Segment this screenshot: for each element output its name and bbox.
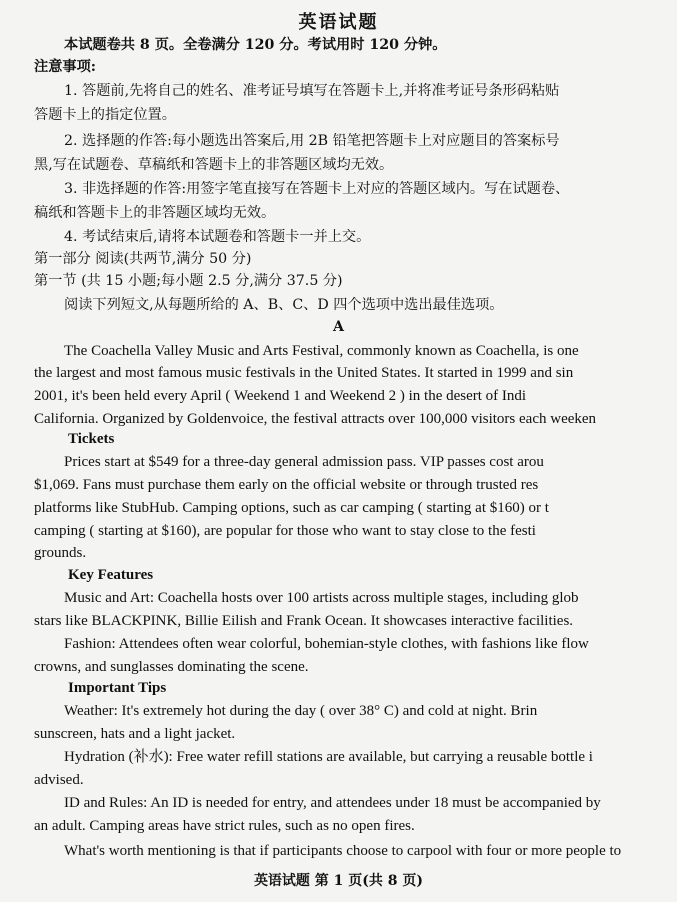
passage-line: 2001, it's been held every April ( Weekend 1 and Weekend 2 ) in the desert of Indi [34, 388, 527, 404]
passage-line: Hydration (补水): Free water refill stations are available, but carrying a reusable bottle i [64, 749, 593, 765]
tickets-heading: Tickets [68, 431, 115, 447]
passage-line: grounds. [34, 545, 87, 561]
page-footer: 英语试题 第 1 页(共 8 页) [253, 873, 424, 889]
passage-line: $1,069. Fans must purchase them early on the official website or through trusted res [34, 477, 539, 493]
passage-line: the largest and most famous music festivals in the United States. It started in 1999 and sin [34, 365, 574, 381]
passage-line: platforms like StubHub. Camping options, such as car camping ( starting at $160) or t [34, 500, 549, 516]
features-heading: Key Features [68, 567, 154, 583]
passage-line: sunscreen, hats and a light jacket. [34, 726, 236, 742]
passage-line: Weather: It's extremely hot during the day ( over 38° C) and cold at night. Brin [64, 703, 538, 719]
rule-3-line-2: 稿纸和答题卡上的非答题区域均无效。 [34, 205, 276, 221]
part-1-header: 第一部分 阅读(共两节,满分 50 分) [34, 251, 252, 267]
rule-2-line-1: 2. 选择题的作答:每小题选出答案后,用 2B 铅笔把答题卡上对应题目的答案标号 [64, 133, 560, 149]
passage-line: crowns, and sunglasses dominating the scene. [34, 659, 309, 675]
reading-instruction: 阅读下列短文,从每题所给的 A、B、C、D 四个选项中选出最佳选项。 [64, 297, 504, 313]
passage-line: California. Organized by Goldenvoice, the festival attracts over 100,000 visitors each weeken [34, 411, 597, 427]
passage-label: A [332, 319, 344, 335]
passage-line: ID and Rules: An ID is needed for entry, and attendees under 18 must be accompanied by [64, 795, 601, 811]
notice-label: 注意事项: [34, 59, 96, 75]
passage-line: Prices start at $549 for a three-day general admission pass. VIP passes cost arou [64, 454, 544, 470]
passage-line: What's worth mentioning is that if participants choose to carpool with four or more people to [64, 843, 622, 859]
passage-line: The Coachella Valley Music and Arts Festival, commonly known as Coachella, is one [64, 343, 579, 359]
passage-line: advised. [34, 772, 84, 788]
exam-title: 英语试题 [298, 12, 379, 33]
rule-4: 4. 考试结束后,请将本试题卷和答题卡一并上交。 [64, 229, 371, 245]
rule-3-line-1: 3. 非选择题的作答:用签字笔直接写在答题卡上对应的答题区域内。写在试题卷、 [64, 181, 570, 197]
passage-line: Fashion: Attendees often wear colorful, bohemian-style clothes, with fashions like flow [64, 636, 589, 652]
passage-line: camping ( starting at $160), are popular for those who want to stay close to the festi [34, 523, 536, 539]
rule-2-line-2: 黑,写在试题卷、草稿纸和答题卡上的非答题区域均无效。 [34, 157, 394, 173]
exam-summary: 本试题卷共 8 页。全卷满分 120 分。考试用时 120 分钟。 [64, 37, 447, 53]
section-1-header: 第一节 (共 15 小题;每小题 2.5 分,满分 37.5 分) [34, 273, 343, 289]
passage-line: Music and Art: Coachella hosts over 100 artists across multiple stages, including glob [64, 590, 579, 606]
passage-line: stars like BLACKPINK, Billie Eilish and Frank Ocean. It showcases interactive facilities. [34, 613, 574, 629]
passage-line: an adult. Camping areas have strict rules, such as no open fires. [34, 818, 415, 834]
tips-heading: Important Tips [68, 680, 167, 696]
rule-1-line-2: 答题卡上的指定位置。 [34, 107, 176, 123]
rule-1-line-1: 1. 答题前,先将自己的姓名、准考证号填写在答题卡上,并将准考证号条形码粘贴 [64, 83, 560, 99]
